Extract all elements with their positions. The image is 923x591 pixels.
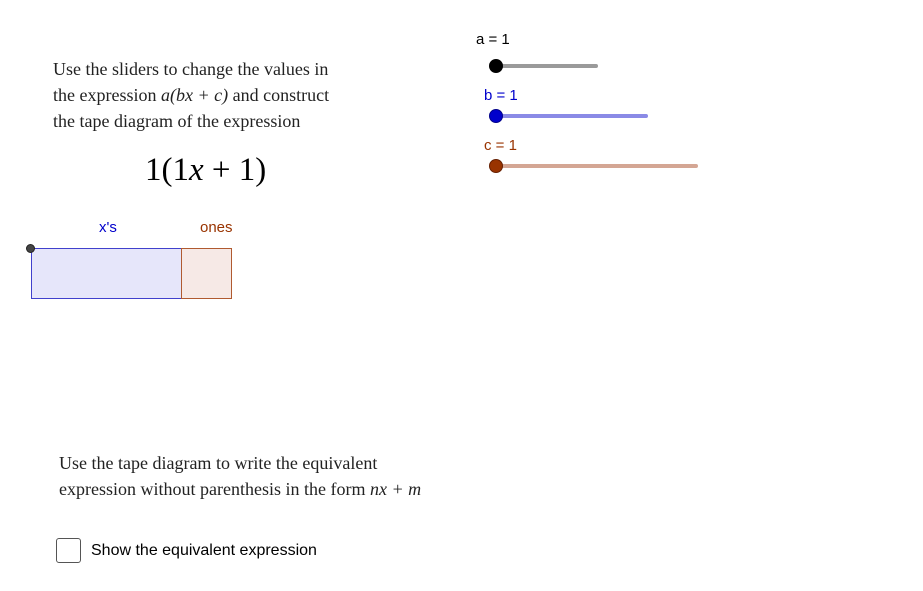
bottom-instructions-line-2	[59, 476, 529, 502]
slider-b-track[interactable]	[496, 114, 648, 118]
expression-operator: +	[211, 152, 231, 188]
expression-a: 1	[145, 152, 162, 188]
slider-c-knob[interactable]	[489, 159, 503, 173]
tape-ones-segment	[181, 248, 232, 299]
instructions-line-2-post: and construct	[228, 85, 330, 105]
instructions-text	[53, 56, 393, 134]
slider-a-knob[interactable]	[489, 59, 503, 73]
show-equivalent-checkbox-label[interactable]: Show the equivalent expression	[91, 542, 317, 559]
instructions-line-2	[53, 82, 393, 108]
tape-ones-label: ones	[200, 219, 233, 236]
slider-b-label: b = 1	[484, 87, 518, 104]
slider-a-label: a = 1	[476, 31, 510, 48]
instructions-math-expression: a(bx + c)	[160, 85, 229, 105]
bottom-instructions-line-1: Use the tape diagram to write the equivalent	[59, 453, 378, 473]
slider-c-track[interactable]	[496, 164, 698, 168]
tape-x-label: x's	[99, 219, 117, 236]
instructions-line-3: the tape diagram of the expression	[53, 111, 301, 131]
expression-b: 1	[172, 152, 189, 188]
expression-x: x	[189, 152, 204, 188]
instructions-line-2-pre: the expression	[53, 85, 161, 105]
tape-x-segment	[31, 248, 182, 299]
bottom-instructions-line-2-pre: expression without parenthesis in the form	[59, 479, 370, 499]
show-equivalent-checkbox[interactable]	[56, 538, 81, 563]
bottom-instructions-text	[59, 450, 529, 502]
current-expression: 1(1x + 1)	[145, 152, 267, 188]
instructions-line-1: Use the sliders to change the values in	[53, 59, 329, 79]
bottom-instructions-math: nx + m	[369, 479, 422, 499]
slider-a-track[interactable]	[496, 64, 598, 68]
slider-b-knob[interactable]	[489, 109, 503, 123]
expression-c: 1	[238, 152, 256, 188]
tape-anchor-point[interactable]	[26, 244, 35, 253]
slider-c-label: c = 1	[484, 137, 517, 154]
